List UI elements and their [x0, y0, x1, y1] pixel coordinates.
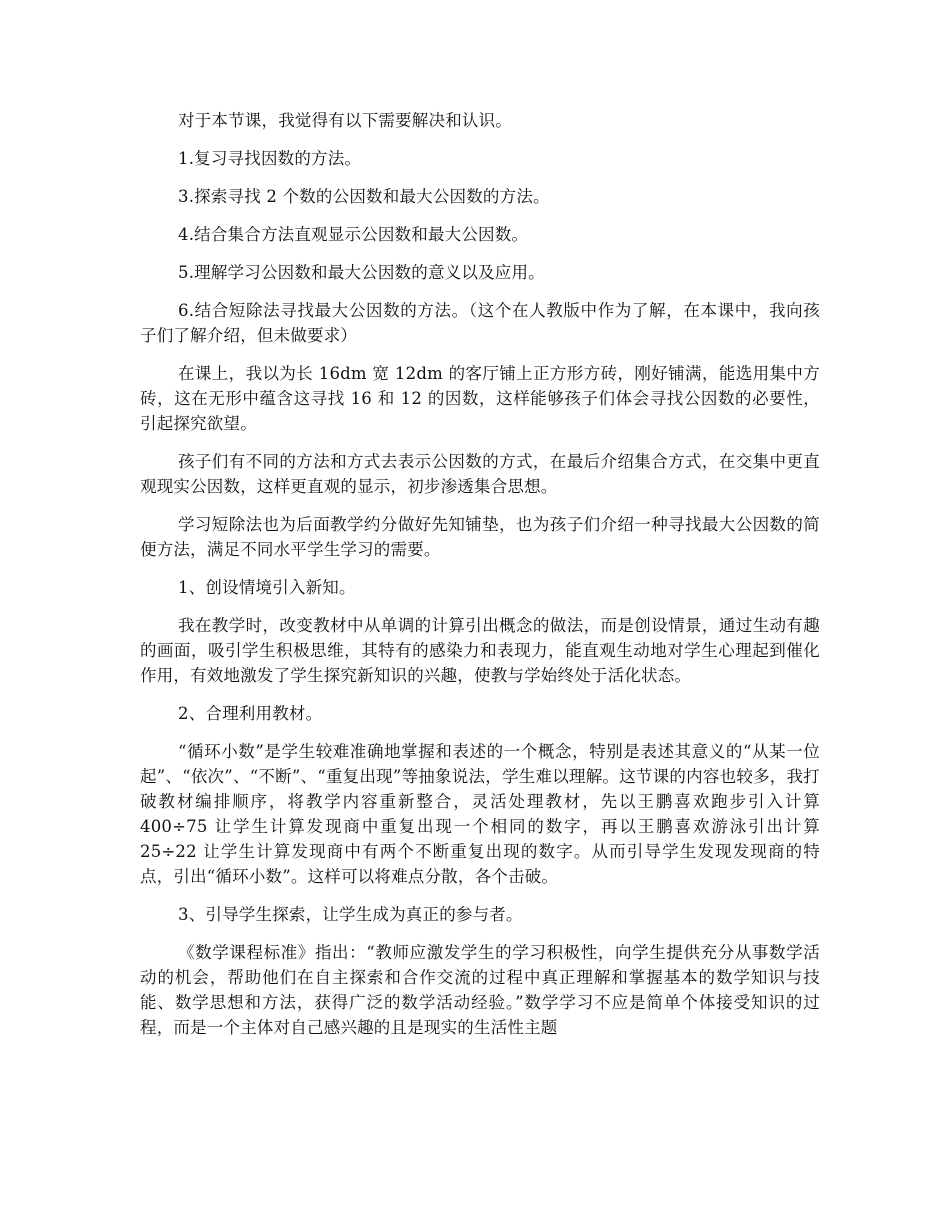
paragraph-curriculum-standard: 《数学课程标准》指出：“教师应激发学生的学习积极性，向学生提供充分从事数学活动的机会，帮助他们在自主探索和合作交流的过程中真正理解和掌握基本的数学知识与技能、数学思想和方法，获得广泛的数学活动经验。”数学学习不应是简单个体接受知识的过程，而是一个主体对自己感兴趣的且是现实的生活性主题 [140, 943, 820, 1037]
section-heading-2: 2、合理利用教材。 [178, 704, 323, 723]
paragraph-intro: 对于本节课，我觉得有以下需要解决和认识。 [178, 111, 512, 130]
paragraph-recurring-decimal: “循环小数”是学生较难准确地掌握和表述的一个概念，特别是表述其意义的“从某一位起”、“依次”、“不断”、“重复出现”等抽象说法，学生难以理解。这节课的内容也较多，我打破教材编排顺序，将教学内容重新整合，灵活处理教材，先以王鹏喜欢跑步引入计算 400÷75 让学生计算发现商中重复出现一个相同的数字，再以王鹏喜欢游泳引出计算 25÷22 让学生计算发现商中有两个不断重复出现的数字。从而引导学生发现发现商的特点，引出“循环小数”。这样可以将难点分散，各个击破。 [140, 742, 820, 886]
section-heading-1: 1、创设情境引入新知。 [178, 578, 356, 597]
paragraph-tile-example: 在课上，我以为长 16dm 宽 12dm 的客厅铺上正方形方砖，刚好铺满，能选用集中方砖，这在无形中蕴含这寻找 16 和 12 的因数，这样能够孩子们体会寻找公因数的必要性，引起探究欲望。 [140, 364, 820, 433]
paragraph-situation: 我在教学时，改变教材中从单调的计算引出概念的做法，而是创设情景，通过生动有趣的画面，吸引学生积极思维，其特有的感染力和表现力，能直观生动地对学生心理起到催化作用，有效地激发了学生探究新知识的兴趣，使教与学始终处于活化状态。 [140, 616, 820, 685]
list-item-set-method: 4.结合集合方法直观显示公因数和最大公因数。 [178, 225, 529, 244]
list-item-explore-common-factors: 3.探索寻找 2 个数的公因数和最大公因数的方法。 [178, 187, 550, 206]
list-item-meaning-application: 5.理解学习公因数和最大公因数的意义以及应用。 [178, 263, 545, 282]
list-item-short-division: 6.结合短除法寻找最大公因数的方法。（这个在人教版中作为了解，在本课中，我向孩子们了解介绍，但未做要求） [140, 301, 820, 345]
paragraph-short-division: 学习短除法也为后面教学约分做好先知铺垫，也为孩子们介绍一种寻找最大公因数的简便方法，满足不同水平学生学习的需要。 [140, 515, 820, 559]
list-item-review-factors: 1.复习寻找因数的方法。 [178, 149, 362, 168]
section-heading-3: 3、引导学生探索，让学生成为真正的参与者。 [178, 905, 523, 924]
paragraph-set-representation: 孩子们有不同的方法和方式去表示公因数的方式，在最后介绍集合方式，在交集中更直观现实公因数，这样更直观的显示，初步渗透集合思想。 [140, 452, 820, 496]
document-page [140, 108, 820, 1053]
